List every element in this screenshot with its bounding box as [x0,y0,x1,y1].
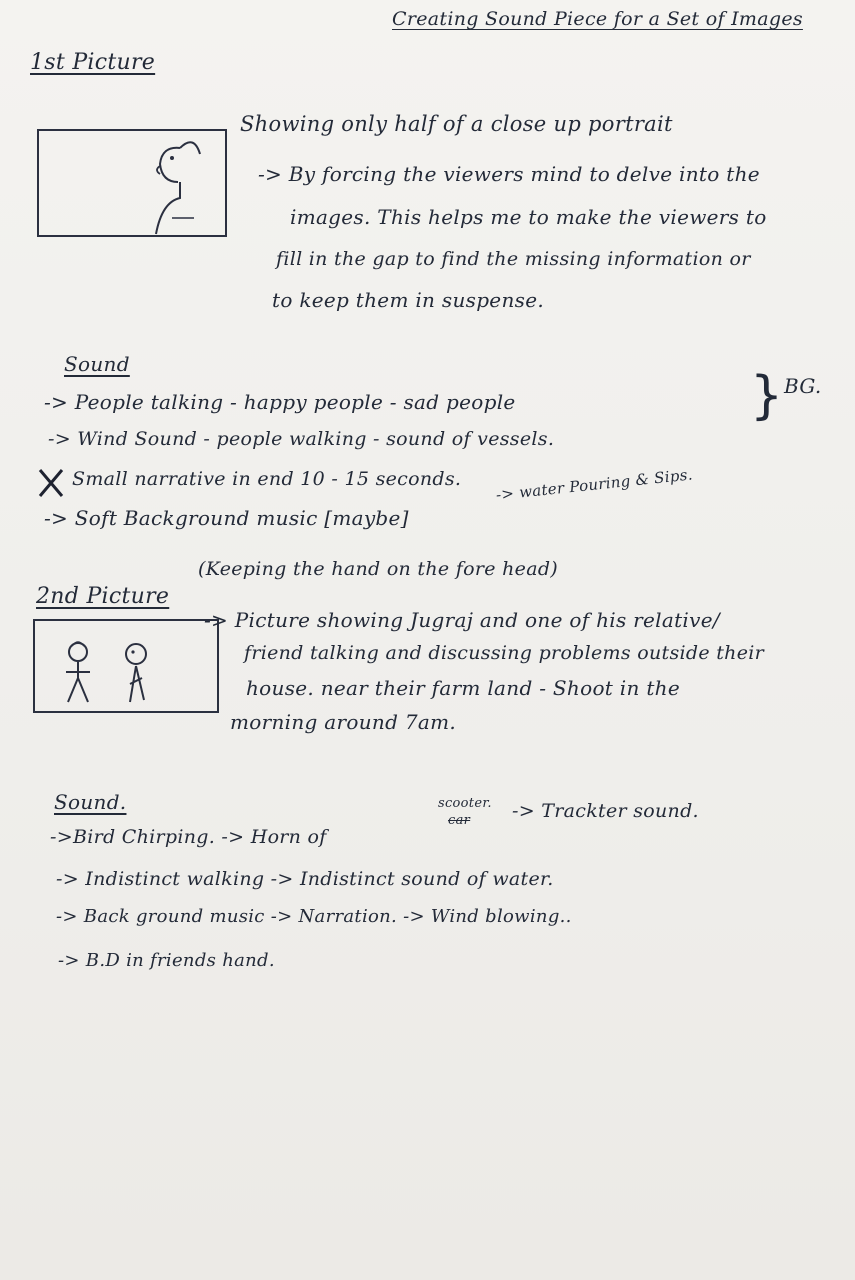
picture1-line-4: fill in the gap to find the missing information or [276,248,751,270]
sound1-heading: Sound [64,352,130,376]
picture1-line-1: Showing only half of a close up portrait [240,112,673,136]
picture2-line-1: -> Picture showing Jugraj and one of his relative/ [204,608,720,632]
sound2-line-1a: ->Bird Chirping. -> Horn of [50,826,327,848]
picture2-line-4: morning around 7am. [230,710,457,734]
bg-label: BG. [784,374,822,398]
picture1-heading: 1st Picture [30,50,156,75]
sound1-line-3: Small narrative in end 10 - 15 seconds. [72,468,462,490]
picture2-line-2: friend talking and discussing problems outside their [244,642,765,664]
two-people-sketch [26,614,226,724]
picture2-line-3: house. near their farm land - Shoot in the [246,676,680,700]
sound2-heading: Sound. [54,790,127,814]
sound1-line-1: -> People talking - happy people - sad people [44,390,516,414]
scooter-word: scooter. [438,796,492,811]
picture1-line-5: to keep them in suspense. [272,288,544,312]
cross-mark-icon [36,466,66,500]
sound2-line-1b: -> Trackter sound. [512,800,699,822]
bg-brace: } [750,366,784,426]
page-title: Creating Sound Piece for a Set of Images [392,8,803,30]
sound1-line-4: -> Soft Background music [maybe] [44,506,409,530]
picture2-note: (Keeping the hand on the fore head) [198,558,559,580]
picture2-heading: 2nd Picture [36,584,170,609]
picture1-line-2: -> By forcing the viewers mind to delve into the [258,162,760,186]
sound2-line-4: -> B.D in friends hand. [58,950,275,971]
sound2-line-3: -> Back ground music -> Narration. -> Wind blowing.. [56,906,572,927]
sound1-line-2: -> Wind Sound - people walking - sound of vessels. [48,428,555,450]
sound2-line-2: -> Indistinct walking -> Indistinct sound of water. [56,868,554,890]
picture1-line-3: images. This helps me to make the viewers to [290,205,767,229]
portrait-sketch [30,118,240,248]
sound1-line-4b: -> water Pouring & Sips. [495,465,694,504]
car-word: car [448,813,471,828]
